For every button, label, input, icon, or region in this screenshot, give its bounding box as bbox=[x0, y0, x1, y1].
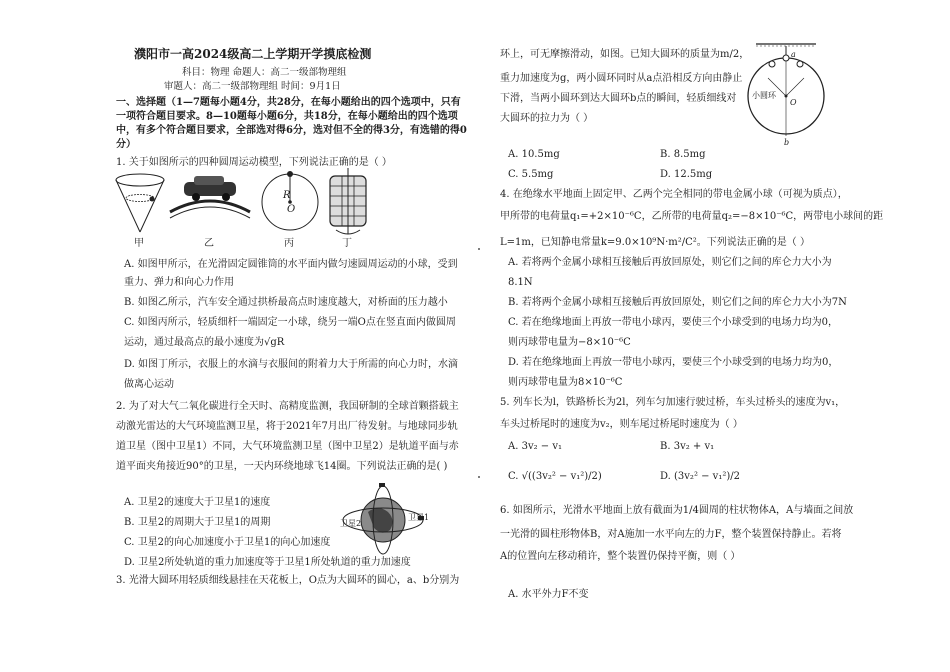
q3-fig-b: b bbox=[784, 138, 790, 147]
q1-fig-label-jia: 甲 bbox=[134, 238, 144, 249]
q1-stem: 1. 关于如图所示的四种圆周运动模型，下列说法正确的是（ ） bbox=[116, 157, 392, 168]
q5-option-b: B. 3v₂ + v₁ bbox=[660, 441, 715, 452]
divider-dot bbox=[478, 248, 480, 250]
q3-line5: 大圆环的拉力为（ ） bbox=[500, 113, 594, 124]
q2-line4: 道平面夹角接近90°的卫星，一天内环绕地球飞14圈。下列说法正确的是( ) bbox=[116, 461, 448, 472]
page-title: 濮阳市一高2024级高二上学期开学摸底检测 bbox=[134, 47, 372, 61]
q6-line2: 一光滑的圆柱形物体B，对A施加一水平向左的力F，整个装置保持静止。若将 bbox=[500, 529, 842, 540]
car-bridge-figure bbox=[170, 176, 250, 218]
q3-line3: 重力加速度为g，两小圆环同时从a点沿相反方向由静止 bbox=[500, 73, 743, 84]
washing-drum-figure bbox=[330, 168, 366, 234]
q3-fig-O: O bbox=[790, 98, 797, 107]
meta-line-2: 审题人：高二一级部物理组 时间：9月1日 bbox=[164, 81, 341, 92]
q1-option-d-line2: 做离心运动 bbox=[124, 379, 174, 390]
q4-option-b: B. 若将两个金属小球相互接触后再放回原处，则它们之间的库仑力大小为7N bbox=[508, 297, 847, 308]
q4-line2: 甲所带的电荷量q₁=+2×10⁻⁶C，乙所带的电荷量q₂=−8×10⁻⁶C，两带电小球间的距 bbox=[500, 211, 884, 222]
section1-line4: 分） bbox=[116, 139, 136, 150]
q5-option-c: C. √((3v₂² − v₁²)/2) bbox=[508, 471, 602, 482]
q1-option-a-line2: 重力、弹力和向心力作用 bbox=[124, 277, 234, 288]
q1-fig-R: R bbox=[283, 190, 291, 201]
q5-option-d: D. (3v₂² − v₁²)/2 bbox=[660, 471, 740, 482]
q2-line2: 动激光雷达的大气环境监测卫星，将于2021年7月出厂待发射。与地球同步轨 bbox=[116, 421, 458, 432]
q2-fig-sat2: 卫星2 bbox=[340, 519, 362, 528]
q3-line2: 环上，可无摩擦滑动，如图。已知大圆环的质量为m/2， bbox=[500, 49, 750, 60]
q4-line1: 4. 在绝缘水平地面上固定甲、乙两个完全相同的带电金属小球（可视为质点）， bbox=[500, 189, 848, 200]
divider-dot bbox=[478, 476, 480, 478]
section1-line3: 中，有多个符合题目要求，全部选对得6分，选对但不全的得3分，有选错的得0 bbox=[116, 125, 467, 136]
q1-option-b: B. 如图乙所示，汽车安全通过拱桥最高点时速度越大，对桥面的压力越小 bbox=[124, 297, 448, 308]
q2-option-b: B. 卫星2的周期大于卫星1的周期 bbox=[124, 517, 271, 528]
q2-option-d: D. 卫星2所处轨道的重力加速度等于卫星1所处轨道的重力加速度 bbox=[124, 557, 411, 568]
section1-line1: 一、选择题（1—7题每小题4分，共28分，在每小题给出的四个选项中，只有 bbox=[116, 97, 461, 108]
meta-line-1: 科目：物理 命题人：高二一级部物理组 bbox=[182, 67, 347, 78]
q3-option-d: D. 12.5mg bbox=[660, 169, 713, 180]
q2-line3: 道卫星（图中卫星1）不同，大气环境监测卫星（图中卫星2）是轨道平面与赤 bbox=[116, 441, 459, 452]
q3-fig-small-ring: 小圆环 bbox=[752, 91, 776, 100]
q2-option-a: A. 卫星2的速度大于卫星1的速度 bbox=[124, 497, 271, 508]
cone-figure bbox=[116, 174, 164, 232]
q1-option-c-line2: 运动，通过最高点的最小速度为√gR bbox=[124, 337, 285, 348]
q4-line3: L=1m，已知静电常量k=9.0×10⁹N·m²/C²。下列说法正确的是（ ） bbox=[500, 237, 810, 248]
q1-fig-label-bing: 丙 bbox=[284, 238, 294, 249]
q2-fig-sat1: 卫星1 bbox=[408, 513, 430, 522]
q6-line1: 6. 如图所示，光滑水平地面上放有截面为1/4圆周的柱状物体A，A与墙面之间放 bbox=[500, 505, 854, 516]
q1-fig-label-yi: 乙 bbox=[204, 238, 214, 249]
q3-fig-a: a bbox=[791, 50, 796, 59]
q6-line3: A的位置向左移动稍许，整个装置仍保持平衡，则（ ） bbox=[500, 551, 741, 562]
q1-fig-O: O bbox=[287, 204, 296, 215]
left-column bbox=[100, 0, 470, 672]
q6-option-a: A. 水平外力F不变 bbox=[508, 589, 589, 600]
section1-line2: 一项符合题目要求。8—10题每小题6分，共18分，在每小题给出的四个选项 bbox=[116, 111, 458, 122]
q4-option-c-line1: C. 若在绝缘地面上再放一带电小球丙，要使三个小球受到的电场力均为0， bbox=[508, 317, 839, 328]
q5-option-a: A. 3v₂ − v₁ bbox=[508, 441, 562, 452]
q3-line4: 下滑，当两小圆环到达大圆环b点的瞬间，轻质细线对 bbox=[500, 93, 737, 104]
q4-option-d-line2: 则丙球带电量为8×10⁻⁶C bbox=[508, 377, 623, 388]
q1-option-a-line1: A. 如图甲所示，在光滑固定圆锥筒的水平面内做匀速圆周运动的小球，受到 bbox=[124, 259, 458, 270]
q4-option-d-line1: D. 若在绝缘地面上再放一带电小球丙，要使三个小球受到的电场力均为0， bbox=[508, 357, 839, 368]
q5-line2: 车头过桥尾时的速度为v₂，则车尾过桥尾时速度为（ ） bbox=[500, 419, 743, 430]
q1-fig-label-ding: 丁 bbox=[342, 238, 352, 249]
q1-option-c-line1: C. 如图丙所示，轻质细杆一端固定一小球，绕另一端O点在竖直面内做圆周 bbox=[124, 317, 456, 328]
q4-option-a-line2: 8.1N bbox=[508, 277, 533, 288]
q3-line1: 3. 光滑大圆环用轻质细线悬挂在天花板上，O点为大圆环的圆心，a、b分别为 bbox=[116, 575, 460, 586]
q2-line1: 2. 为了对大气二氧化碳进行全天时、高精度监测，我国研制的全球首颗搭载主 bbox=[116, 401, 459, 412]
q1-option-d-line1: D. 如图丁所示，衣服上的水滴与衣服间的附着力大于所需的向心力时，水滴 bbox=[124, 359, 459, 370]
q3-option-a: A. 10.5mg bbox=[508, 149, 560, 160]
q4-option-a-line1: A. 若将两个金属小球相互接触后再放回原处，则它们之间的库仑力大小为 bbox=[508, 257, 832, 268]
q3-option-b: B. 8.5mg bbox=[660, 149, 706, 160]
q4-option-c-line2: 则丙球带电量为−8×10⁻⁶C bbox=[508, 337, 631, 348]
q3-option-c: C. 5.5mg bbox=[508, 169, 554, 180]
q5-line1: 5. 列车长为l，铁路桥长为2l，列车匀加速行驶过桥，车头过桥头的速度为v₁， bbox=[500, 397, 846, 408]
right-column bbox=[500, 0, 884, 672]
q2-option-c: C. 卫星2的向心加速度小于卫星1的向心加速度 bbox=[124, 537, 331, 548]
